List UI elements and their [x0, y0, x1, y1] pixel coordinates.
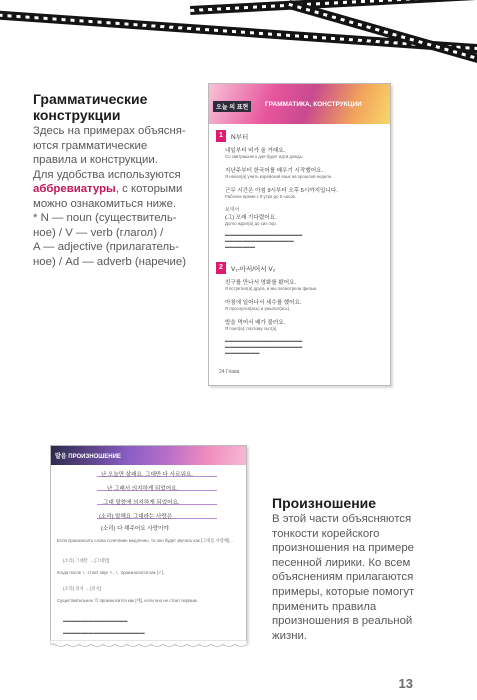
page-number: 13 — [398, 676, 413, 691]
textbook-pronunciation-page — [50, 445, 247, 643]
grammar-description: Здесь на примерах объясня- ются грамматические правила и конструкции. Для удобства используются аббревиатуры, с которыми можно ознакомиться ниже. — [33, 125, 186, 210]
torn-edge-decoration — [50, 640, 247, 650]
pronunciation-heading: Произношение — [272, 495, 377, 511]
pronunciation-example: ▬▬▬▬▬▬▬▬▬▬▬▬▬▬▬▬▬▬▬ — [63, 630, 145, 635]
grammar-heading: Грамматические конструкции — [33, 91, 148, 123]
textbook-page-footer: 24 Глава — [219, 369, 240, 375]
example-korean: 밥을 먹어서 배가 불러요. — [225, 320, 286, 326]
example-translation: Я поел(а), поэтому сыт(а). — [225, 326, 278, 331]
lyric-line: 난 오늘만 살래요. 그대만 다 사르워요. — [101, 472, 193, 478]
pronunciation-example: (소리) 그대만 → [그대만] — [63, 558, 110, 563]
example-korean: 친구를 만나서 영화를 봤어요. — [225, 280, 297, 286]
lyric-line: 그대 말씀에 의지하게 되었어요. — [103, 500, 180, 506]
example-korean: 지난주부터 한국어를 배우기 시작했어요. — [225, 168, 324, 174]
note-translation: Долго ждал(а) до сих пор. — [225, 221, 277, 226]
note-label: 보태어 — [225, 207, 240, 213]
example-korean: 근무 시간은 아침 9시부터 오후 5시까지입니다. — [225, 188, 338, 194]
abbreviations-term: аббревиатуры — [33, 183, 116, 196]
section-2-badge: 2 — [216, 262, 226, 274]
pronunciation-bullet: Если произносить слово сочетание медленно, то оно будет звучать как [그대를 사랑해]... — [57, 538, 233, 543]
section-1-title: N부터 — [231, 134, 249, 141]
lyric-line: 난 그래서 의지하게 되었어요. — [107, 486, 179, 492]
example-translation: Я проснулся(ась) и умылся(ась). — [225, 306, 291, 311]
example-translation: Я начал(а) учить корейский язык на прошлой неделе. — [225, 174, 333, 179]
example-korean: 내일부터 비가 올 거래요. — [225, 148, 286, 154]
pronunciation-description: В этой части объясняются тонкости корейского произношения на примере песенной лирики. Ко всем объяснениям прилагаются примеры, которые помогут применить правила произношения в реальной жизни. — [272, 513, 415, 642]
note-korean: (그) 오래 기다렸어요. — [225, 215, 277, 221]
section-2-title: V₁-아서/어서 V₂ — [231, 266, 276, 273]
pronunciation-example: ▬▬▬▬▬▬▬▬▬▬▬▬▬▬▬ — [63, 618, 128, 623]
example-translation: Я встретил(а) друга, и мы посмотрели фильм. — [225, 286, 318, 291]
banner-title: ГРАММАТИКА, КОНСТРУКЦИИ — [265, 101, 362, 108]
film-strip-decoration — [0, 0, 477, 70]
pronunciation-bullet: Существительное 의 произносится как [에], если оно не стоит первым. — [57, 598, 198, 603]
pronunciation-example: (소리) 의지 → [의지] — [63, 586, 102, 591]
note-paragraph: ▬▬▬▬▬▬▬▬▬▬▬▬▬▬▬▬▬▬ ▬▬▬▬▬▬▬▬▬▬▬▬▬▬▬▬ ▬▬▬▬▬▬▬ — [225, 232, 303, 249]
pronunciation-bullet: Когда после ㄴ стоит звук ㄹ, ㄴ произносится как [ㄹ]. — [57, 570, 165, 575]
lyric-line: (소리) 다 해주어요 사랑이야 — [101, 526, 169, 532]
example-korean: 아침에 일어나서 세수를 했어요. — [225, 300, 302, 306]
lyric-line: (소리) 말해요 그대라는 사랑은 — [99, 514, 173, 520]
example-translation: Рабочее время с 9 утра до 5 часов. — [225, 194, 296, 199]
abbreviations-list: * N — noun (существитель- ное) / V — verb (глагол) / A — adjective (прилагатель- ное) / Ad — adverb (наречие) — [33, 212, 187, 268]
section-1-badge: 1 — [216, 130, 226, 142]
banner-title: 발음 ПРОИЗНОШЕНИЕ — [55, 454, 121, 460]
banner-tag: 오늘 의 표현 — [213, 101, 251, 112]
explanation-paragraph: ▬▬▬▬▬▬▬▬▬▬▬▬▬▬▬▬▬▬ ▬▬▬▬▬▬▬▬▬▬▬▬▬▬▬▬▬▬ ▬▬▬▬▬▬▬▬ — [225, 338, 303, 355]
example-translation: Со завтрашнего дня будет идти дождь. — [225, 154, 304, 159]
textbook-grammar-page — [208, 83, 391, 386]
